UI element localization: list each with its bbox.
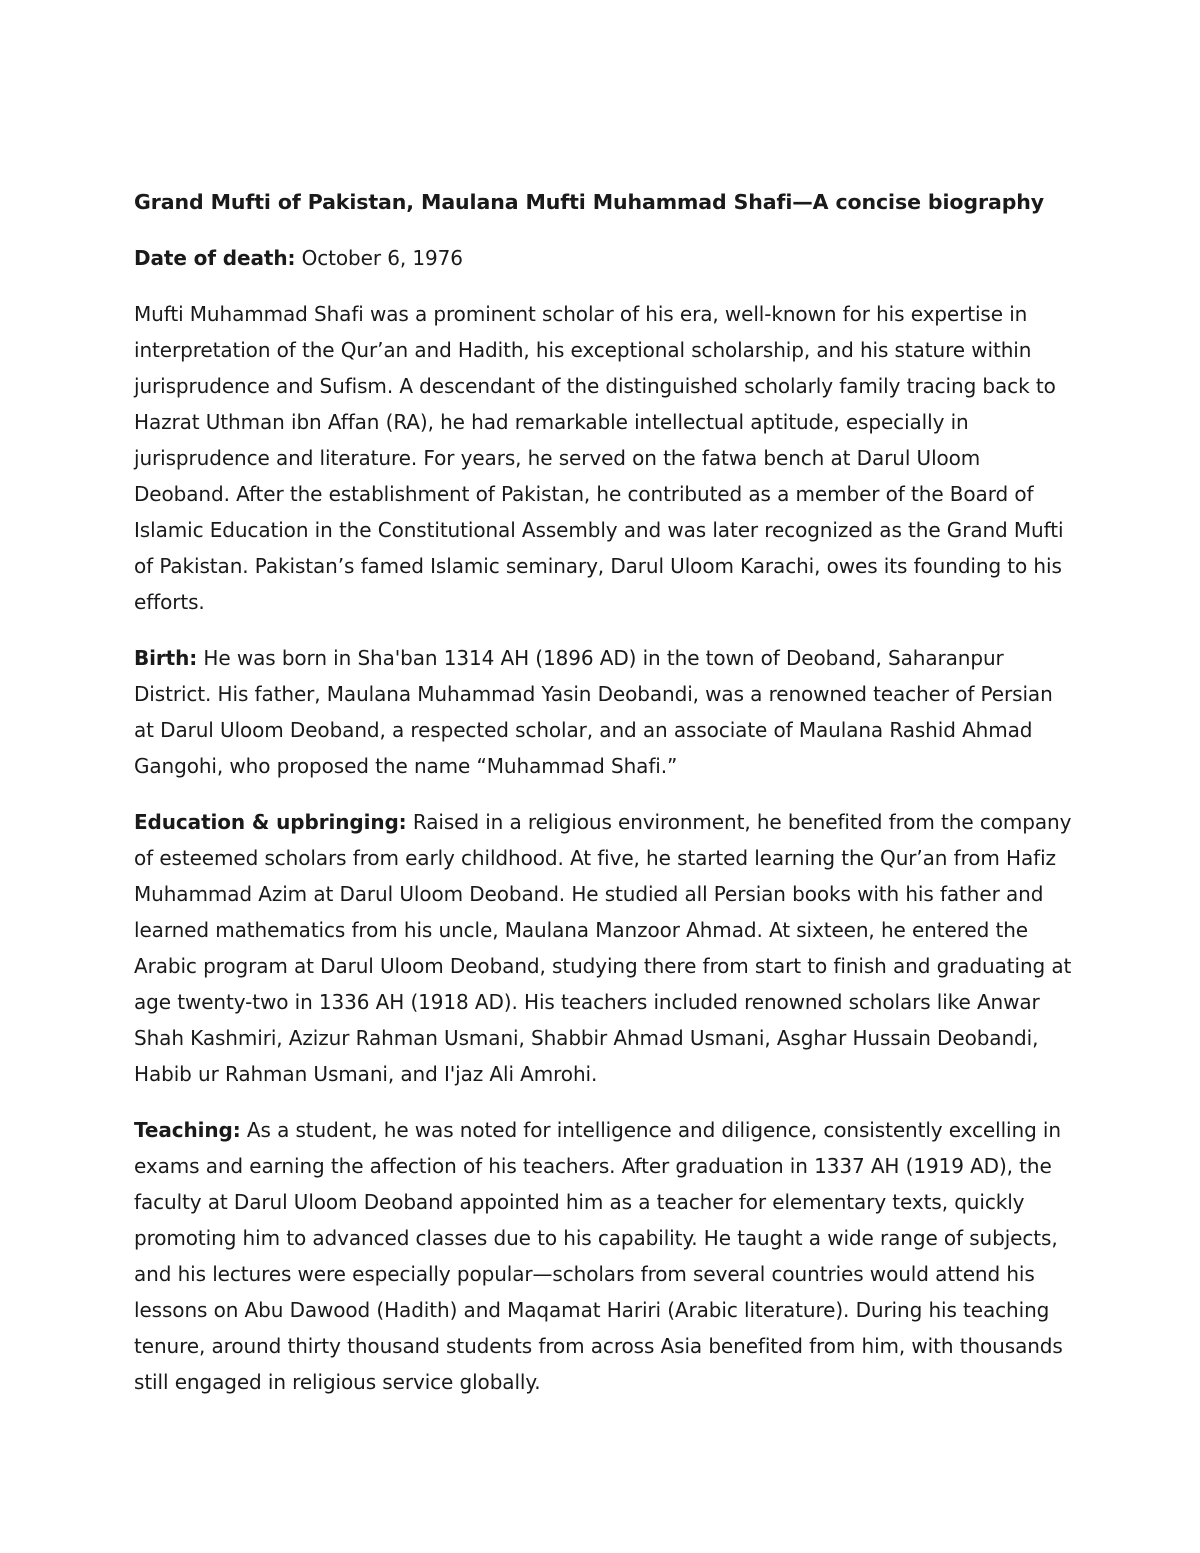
- document-title: Grand Mufti of Pakistan, Maulana Mufti Muhammad Shafi—A concise biography: [134, 190, 1045, 214]
- education-text: Raised in a religious environment, he benefited from the company of esteemed scholars from early childhood. At five, he started learning the Qur’an from Hafiz Muhammad Azim at Darul Uloom Deoband. He studied all Persian books with his father and learned mathematics from his uncle, Maulana Manzoor Ahmad. At sixteen, he entered the Arabic program at Darul Uloom Deoband, studying there from start to finish and graduating at age twenty-two in 1336 AH (1918 AD). His teachers included renowned scholars like Anwar Shah Kashmiri, Azizur Rahman Usmani, Shabbir Ahmad Usmani, Asghar Hussain Deobandi, Habib ur Rahman Usmani, and I'jaz Ali Amrohi.: [134, 810, 1072, 1086]
- birth-paragraph: [134, 640, 1074, 784]
- death-paragraph: [134, 240, 1074, 276]
- birth-text: He was born in Sha'ban 1314 AH (1896 AD) in the town of Deoband, Saharanpur District. His father, Maulana Muhammad Yasin Deobandi, was a renowned teacher of Persian at Darul Uloom Deoband, a respected scholar, and an associate of Maulana Rashid Ahmad Gangohi, who proposed the name “Muhammad Shafi.”: [134, 646, 1053, 778]
- teaching-text: As a student, he was noted for intelligence and diligence, consistently excelling in exams and earning the affection of his teachers. After graduation in 1337 AH (1919 AD), the faculty at Darul Uloom Deoband appointed him as a teacher for elementary texts, quickly promoting him to advanced classes due to his capability. He taught a wide range of subjects, and his lectures were especially popular—scholars from several countries would attend his lessons on Abu Dawood (Hadith) and Maqamat Hariri (Arabic literature). During his teaching tenure, around thirty thousand students from across Asia benefited from him, with thousands still engaged in religious service globally.: [134, 1118, 1063, 1394]
- death-label: Date of death:: [134, 246, 296, 270]
- death-text: October 6, 1976: [295, 246, 463, 270]
- teaching-paragraph: [134, 1112, 1074, 1400]
- education-label: Education & upbringing:: [134, 810, 407, 834]
- teaching-label: Teaching:: [134, 1118, 241, 1142]
- birth-label: Birth:: [134, 646, 198, 670]
- document-page: [134, 184, 1074, 1420]
- intro-paragraph: Mufti Muhammad Shafi was a prominent scholar of his era, well-known for his expertise in interpretation of the Qur’an and Hadith, his exceptional scholarship, and his stature within jurisprudence and Sufism. A descendant of the distinguished scholarly family tracing back to Hazrat Uthman ibn Affan (RA), he had remarkable intellectual aptitude, especially in jurisprudence and literature. For years, he served on the fatwa bench at Darul Uloom Deoband. After the establishment of Pakistan, he contributed as a member of the Board of Islamic Education in the Constitutional Assembly and was later recognized as the Grand Mufti of Pakistan. Pakistan’s famed Islamic seminary, Darul Uloom Karachi, owes its founding to his efforts.: [134, 302, 1064, 614]
- education-paragraph: [134, 804, 1074, 1092]
